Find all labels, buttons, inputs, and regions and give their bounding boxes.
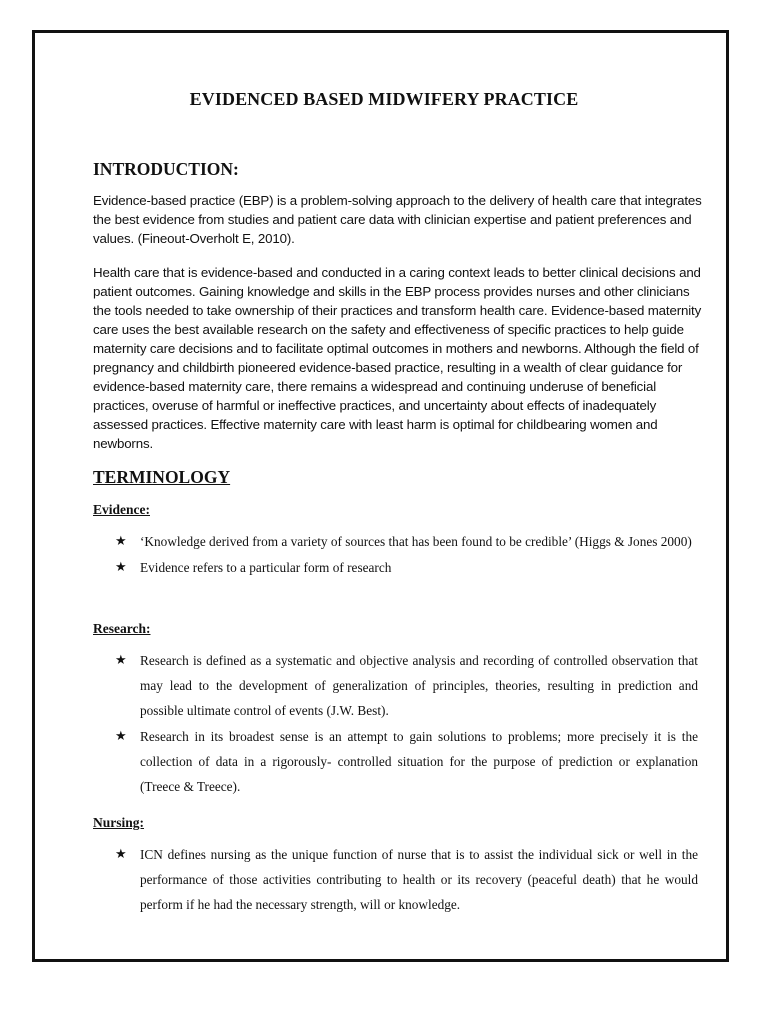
evidence-bullet-text: ‘Knowledge derived from a variety of sources that has been found to be credible’ (Higgs & Jones 2000) bbox=[140, 534, 692, 549]
star-bullet-icon: ★ bbox=[115, 560, 127, 575]
evidence-list bbox=[115, 529, 698, 581]
nursing-list bbox=[115, 842, 698, 918]
introduction-heading: INTRODUCTION: bbox=[93, 159, 239, 179]
terminology-heading: TERMINOLOGY bbox=[93, 467, 231, 487]
document-title: EVIDENCED BASED MIDWIFERY PRACTICE bbox=[189, 89, 579, 109]
introduction-paragraph-2: Health care that is evidence-based and conducted in a caring context leads to better clinical decisions and patient outcomes. Gaining knowledge and skills in the EBP process provides nurses and other clinicians the tools needed to take ownership of their practices and transform health care. Evidence-based maternity care uses the best available research on the safety and effectiveness of specific practices to help guide maternity care decisions and to facilitate optimal outcomes in mothers and newborns. Although the field of pregnancy and childbirth pioneered evidence-based practice, resulting in a wealth of clear guidance for evidence-based maternity care, there remains a widespread and continuing underuse of beneficial practices, overuse of harmful or ineffective practices, and uncertainty about effects of inadequately assessed practices. Effective maternity care with least harm is optimal for childbearing women and newborns. bbox=[93, 265, 702, 451]
evidence-heading: Evidence: bbox=[93, 502, 150, 517]
list-item bbox=[115, 648, 698, 723]
star-bullet-icon: ★ bbox=[115, 729, 127, 744]
research-list bbox=[115, 648, 698, 800]
star-bullet-icon: ★ bbox=[115, 847, 127, 862]
research-heading: Research: bbox=[93, 621, 151, 636]
introduction-paragraph-1: Evidence-based practice (EBP) is a problem-solving approach to the delivery of health care that integrates the best evidence from studies and patient care data with clinician expertise and patient preferences and values. (Fineout-Overholt E, 2010). bbox=[93, 193, 702, 246]
star-bullet-icon: ★ bbox=[115, 534, 127, 549]
research-bullet-text: Research in its broadest sense is an attempt to gain solutions to problems; more precisely it is the collection of data in a rigorously- controlled situation for the purpose of prediction or explanation (Treece & Treece). bbox=[140, 729, 698, 794]
nursing-heading: Nursing: bbox=[93, 815, 145, 830]
list-item bbox=[115, 842, 698, 917]
star-bullet-icon: ★ bbox=[115, 653, 127, 668]
list-item bbox=[115, 529, 698, 554]
research-bullet-text: Research is defined as a systematic and objective analysis and recording of controlled observation that may lead to the development of generalization of principles, theories, resulting in prediction and possible ultimate control of events (J.W. Best). bbox=[140, 653, 698, 718]
evidence-bullet-text: Evidence refers to a particular form of research bbox=[140, 560, 392, 575]
list-item bbox=[115, 724, 698, 799]
nursing-bullet-text: ICN defines nursing as the unique function of nurse that is to assist the individual sick or well in the performance of those activities contributing to health or its recovery (peaceful death) that he would perform if he had the necessary strength, will or knowledge. bbox=[140, 847, 698, 912]
list-item bbox=[115, 555, 698, 580]
